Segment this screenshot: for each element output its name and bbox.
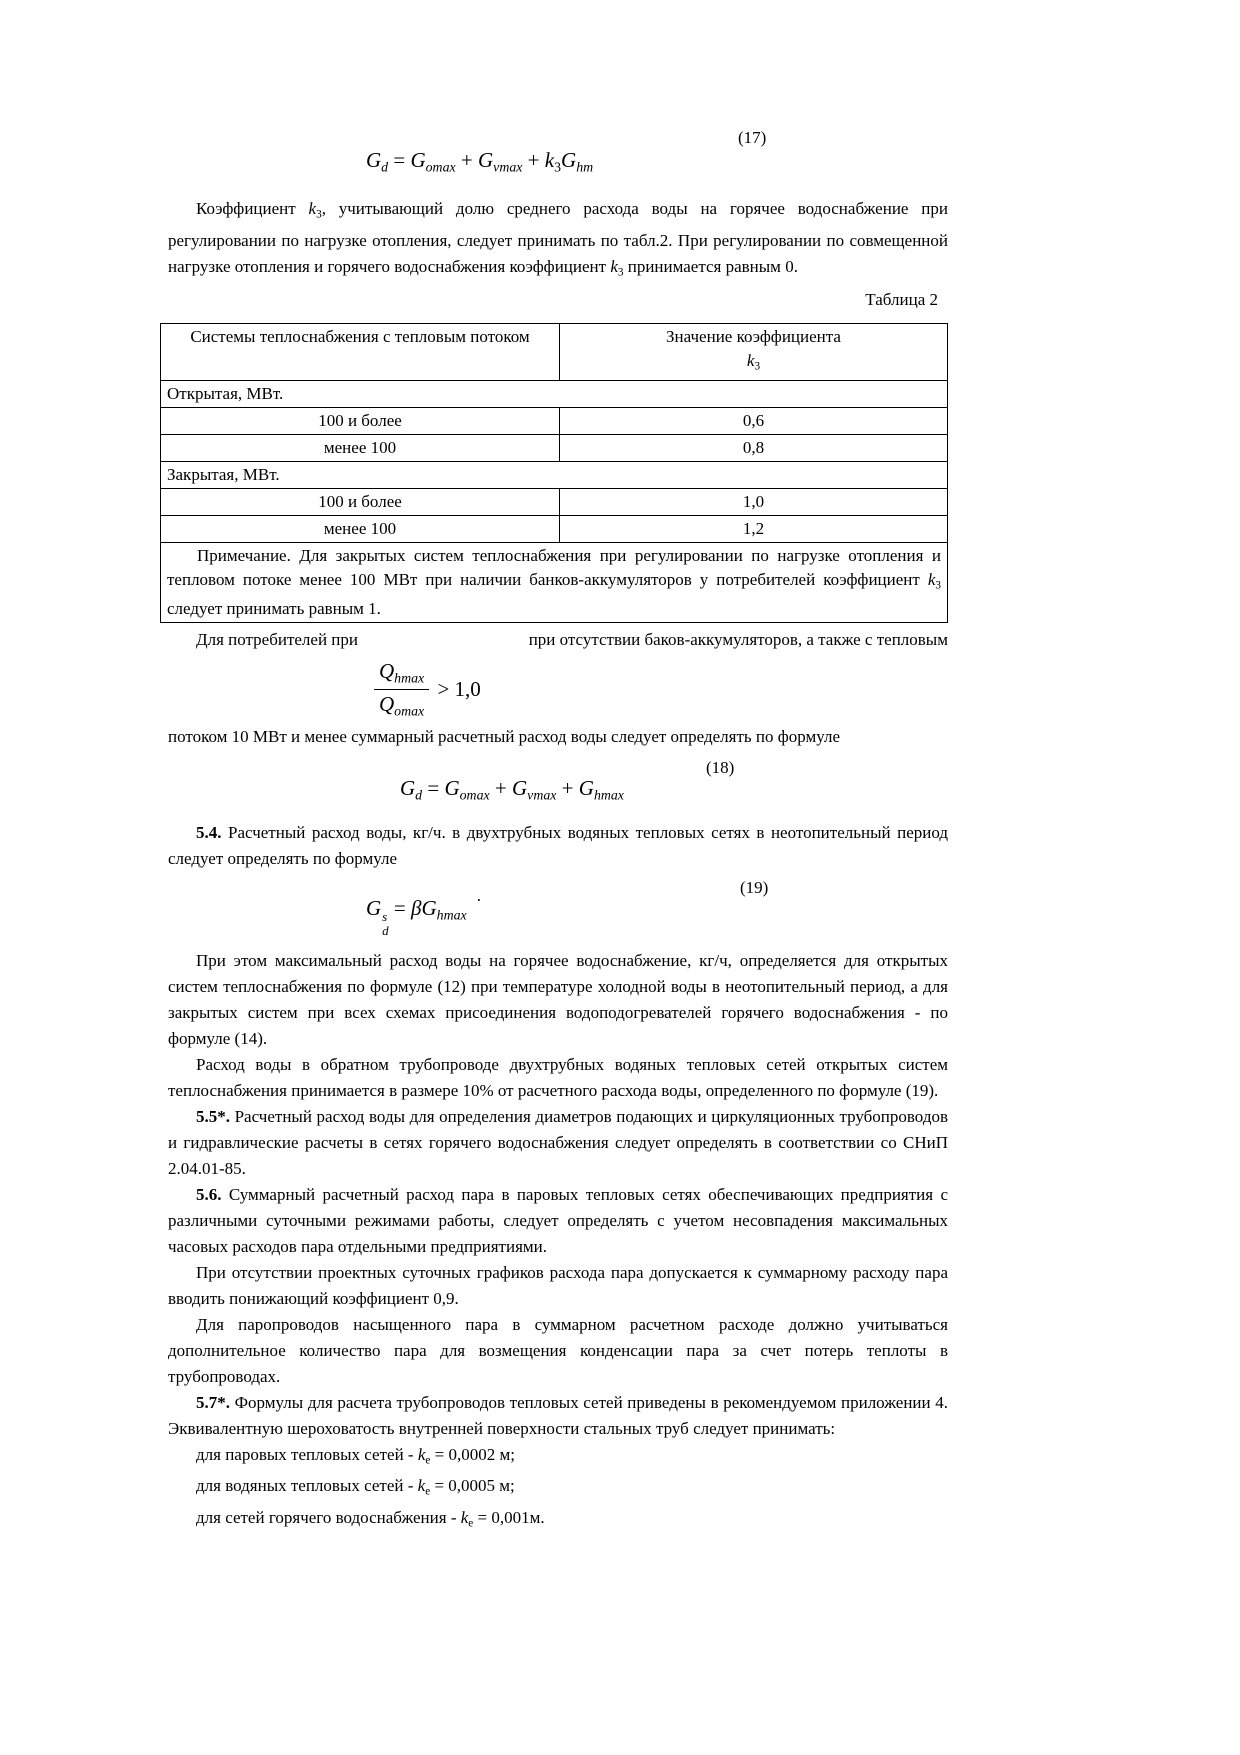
text-run: Расчетный расход воды для определения диаметров подающих и циркуляционных трубопроводов и гидравлические расчеты в сетях горячего водоснабжения следует определять в соответствии со СНиП 2.04.01-85. (168, 1106, 948, 1178)
text-run: Суммарный расчетный расход пара в паровых тепловых сетях обеспечивающих предприятия с различными суточными режимами работы, следует определять с учетом несовпадения максимальных часовых расходов пара отдельными предприятиями. (168, 1184, 948, 1256)
text-run: k (544, 148, 555, 172)
equation-17-formula (366, 148, 593, 175)
equation-17-number: (17) (738, 128, 767, 147)
table-header-coefficient-label: Значение коэффициента (666, 327, 841, 347)
fraction-paragraph-line1 (168, 627, 948, 653)
text-run: Q (379, 691, 395, 716)
text-run: G (561, 148, 577, 172)
text-run: omax (425, 159, 456, 175)
text-run: = (388, 148, 411, 172)
table-header-systems: Системы теплоснабжения с тепловым потоком (161, 324, 560, 381)
text-run: e (468, 1517, 474, 1530)
table-group-row-open (161, 380, 948, 407)
text-run: + (455, 148, 478, 172)
table-cell-range: 100 и более (161, 488, 560, 515)
text-run: G (512, 775, 528, 800)
text-run: G (400, 775, 416, 800)
fraction-denominator (374, 690, 429, 719)
text-run: = 0,001м. (473, 1507, 545, 1527)
text-run: k (927, 569, 936, 589)
text-run: hmax (593, 787, 624, 803)
equation-19-superscript: s (382, 909, 388, 925)
text-run: 5.5*. (196, 1106, 230, 1126)
fraction-paragraph-continuation (168, 724, 948, 750)
text-run: hmax (394, 670, 425, 686)
paragraph-5-5 (168, 1104, 948, 1182)
text-run: G (410, 148, 426, 172)
text-run: потоком 10 МВт и менее суммарный расчетный расход воды следует определять по формуле (168, 726, 841, 746)
fraction-line (168, 660, 948, 718)
table-note (161, 542, 948, 623)
text-run: d (381, 159, 389, 175)
table-cell-value: 1,0 (560, 488, 948, 515)
fraction-paragraph-after (529, 627, 948, 653)
text-run: = (422, 775, 445, 800)
table-header-coefficient (560, 324, 948, 381)
text-run: omax (459, 787, 490, 803)
text-run: k (417, 1476, 426, 1496)
text-run: k (610, 256, 618, 276)
text-run: G (366, 148, 382, 172)
text-run: Формулы для расчета трубопроводов тепловых сетей приведены в рекомендуемом приложении 4. Эквивалентную шероховатость внутренней поверхности стальных труб следует принимать: (168, 1392, 948, 1438)
text-run: = (388, 895, 412, 920)
table-row (161, 407, 948, 434)
text-run: β (411, 895, 422, 920)
table-note-row (161, 542, 948, 623)
text-run: vmax (493, 159, 523, 175)
text-run: 5.7*. (196, 1392, 230, 1412)
text-run: для водяных тепловых сетей - (196, 1476, 418, 1496)
equation-19-subscript: d (382, 922, 389, 938)
text-run: vmax (527, 787, 557, 803)
coefficient-table (160, 323, 948, 623)
table-header-coefficient-symbol (566, 349, 941, 379)
paragraph-with-fraction (168, 627, 948, 749)
text-run: 5.6. (196, 1184, 222, 1204)
table-row (161, 434, 948, 461)
table-cell-range: менее 100 (161, 434, 560, 461)
text-run: , учитывающий долю среднего расхода воды на горячее водоснабжение при регулировании по нагрузке отопления, следует принимать по табл.2. При регулировании по совмещенной нагрузке отопления и горячего водоснабжения коэффициент (168, 199, 948, 276)
text-run: k (746, 351, 755, 371)
text-run: k (417, 1444, 426, 1464)
text-run: Расход воды в обратном трубопроводе двухтрубных водяных тепловых сетей открытых систем теплоснабжения принимается в размере 10% от расчетного расхода воды, определенного по формуле (19). (168, 1054, 948, 1100)
fraction-paragraph-lead (196, 627, 358, 653)
text-run: для паровых тепловых сетей - (196, 1444, 418, 1464)
text-run: Для паропроводов насыщенного пара в суммарном расчетном расходе должно учитываться дополнительное количество пара для возмещения конденсации пара за счет потерь теплоты в трубопроводах. (168, 1314, 948, 1386)
text-run: для сетей горячего водоснабжения - (196, 1507, 461, 1527)
list-item-hot-water-networks (168, 1505, 948, 1537)
table-header-row (161, 324, 948, 381)
text-run: 3 (935, 579, 941, 592)
text-run: hm (576, 159, 594, 175)
text-run: При отсутствии проектных суточных графиков расхода пара допускается к суммарному расходу пара вводить понижающий коэффициент 0,9. (168, 1262, 948, 1308)
text-run: Расчетный расход воды, кг/ч. в двухтрубных водяных тепловых сетях в неотопительный период следует определять по формуле (168, 822, 948, 868)
text-run: G (478, 148, 494, 172)
table-cell-value: 0,8 (560, 434, 948, 461)
paragraph-coefficient-k3 (168, 196, 948, 285)
text-run: следует принимать равным 1. (167, 599, 381, 619)
paragraph-steam-schedules (168, 1260, 948, 1312)
equation-17-row (168, 126, 948, 182)
paragraph-max-flow (168, 948, 948, 1052)
table-cell-value: 1,2 (560, 515, 948, 542)
text-run: G (578, 775, 594, 800)
text-run: + (522, 148, 545, 172)
equation-19-row (168, 878, 948, 936)
text-run: e (425, 1454, 431, 1467)
text-run: = 0,0002 м; (430, 1444, 515, 1464)
text-run: e (425, 1485, 431, 1498)
text-run: hmax (436, 907, 467, 923)
equation-18-number: (18) (706, 757, 735, 777)
roughness-list (168, 1442, 948, 1537)
fraction-numerator (374, 660, 429, 690)
text-run: 3 (754, 360, 761, 373)
table-cell-range: менее 100 (161, 515, 560, 542)
fraction-q-ratio (374, 660, 429, 718)
equation-19-period: . (476, 885, 481, 905)
text-run: Для потребителей при (196, 630, 358, 650)
text-run: Примечание. Для закрытых систем теплоснабжения при регулировании по нагрузке отопления и тепловом потоке менее 100 МВт при наличии банков-аккумуляторов у потребителей коэффициент (167, 545, 941, 589)
equation-19-formula (366, 885, 481, 938)
equation-18-formula (400, 776, 624, 803)
paragraph-return-pipe (168, 1052, 948, 1104)
text-run: принимается равным 0. (623, 256, 798, 276)
text-run: G (444, 775, 460, 800)
equation-19-base: G (366, 895, 382, 920)
text-run: + (556, 775, 579, 800)
equation-18-row (168, 758, 948, 812)
list-item-steam-networks (168, 1442, 948, 1474)
text-run: > 1,0 (437, 677, 481, 702)
paragraph-5-6 (168, 1182, 948, 1260)
equation-19-rhs (388, 895, 467, 923)
table-cell-range: 100 и более (161, 407, 560, 434)
table-row (161, 488, 948, 515)
text-run: k (308, 199, 317, 218)
text-run: При этом максимальный расход воды на горячее водоснабжение, кг/ч, определяется для открытых систем теплоснабжения по формуле (12) при температуре холодной воды в неотопительный период, а для закрытых систем при всех схемах присоединения водоподогревателей горячего водоснабжения - по формуле (14). (168, 950, 948, 1048)
text-run: G (421, 895, 437, 920)
text-run: при отсутствии баков-аккумуляторов, а также с тепловым (528, 630, 948, 650)
text-run: 3 (617, 266, 624, 279)
text-run: d (415, 787, 423, 803)
text-run: = 0,0005 м; (430, 1476, 515, 1496)
paragraph-saturated-steam (168, 1312, 948, 1390)
text-run: 3 (316, 208, 322, 221)
fraction-condition (437, 676, 480, 702)
paragraph-5-7 (168, 1390, 948, 1442)
text-run: 3 (554, 159, 562, 175)
table-group-open-label: Открытая, МВт. (161, 380, 948, 407)
text-run: k (460, 1507, 469, 1527)
text-run: 5.4. (196, 822, 222, 842)
text-run: omax (394, 703, 425, 719)
text-run: Коэффициент (196, 199, 309, 218)
table-cell-value: 0,6 (560, 407, 948, 434)
table-group-row-closed (161, 461, 948, 488)
table-group-closed-label: Закрытая, МВт. (161, 461, 948, 488)
equation-19-number: (19) (740, 877, 769, 897)
text-run: Q (379, 659, 395, 684)
text-run: + (489, 775, 512, 800)
list-item-water-networks (168, 1473, 948, 1505)
paragraph-5-4 (168, 820, 948, 872)
table-row (161, 515, 948, 542)
table-caption: Таблица 2 (865, 290, 938, 310)
